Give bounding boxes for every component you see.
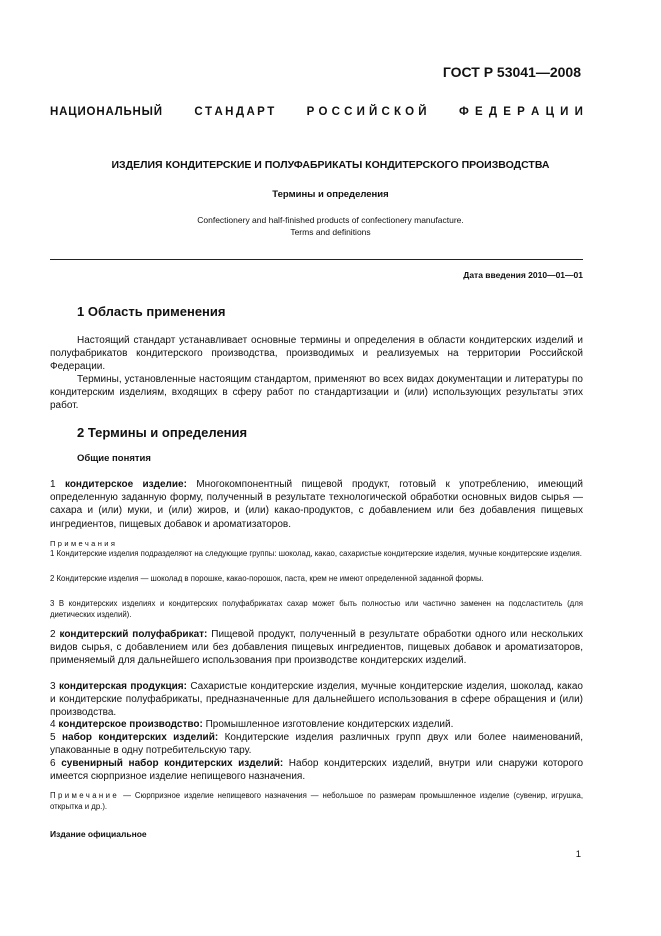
term-number: 1 (50, 479, 65, 490)
notes-label: Примечания (50, 539, 118, 548)
term-name: кондитерский полуфабрикат: (59, 629, 208, 640)
section-1-paragraph-2: Термины, установленные настоящим стандартом, применяют во всех видах документации и литературы по кондитерским изделиям, входящих в сферу работ по стандартизации и (или) использующих результаты этих работ. (50, 374, 583, 412)
national-standard-banner (50, 106, 583, 118)
document-title: ИЗДЕЛИЯ КОНДИТЕРСКИЕ И ПОЛУФАБРИКАТЫ КОНДИТЕРСКОГО ПРОИЗВОДСТВА (111, 159, 550, 171)
term-4 (50, 718, 583, 731)
term-definition: Многокомпонентный пищевой продукт, готовый к употреблению, имеющий определенную заданную форму, полученный в результате технологической обработки основных видов сырья — сахара и (или) муки, и (или) жиров, и (или) какао-продуктов, с добавлением или без добавления пищевых ингредиентов, пищевых добавок и ароматизаторов. (50, 479, 583, 530)
term-name: кондитерское производство: (58, 719, 203, 730)
page-number: 1 (575, 849, 581, 860)
term-number: 5 (50, 732, 62, 743)
term-3 (50, 680, 583, 720)
term-number: 6 (50, 758, 62, 769)
note-2: 2 Кондитерские изделия — шоколад в порошке, какао-порошок, паста, крем не имеют определенной заданной формы. (50, 574, 484, 583)
section-1-paragraph-1: Настоящий стандарт устанавливает основные термины и определения в области кондитерских изделий и полуфабрикатов кондитерского производства, производимых и реализуемых на территории Российской Федерации. (50, 335, 583, 373)
introduction-date: Дата введения 2010—01—01 (463, 270, 583, 280)
document-number: ГОСТ Р 53041—2008 (442, 64, 581, 80)
term-1 (50, 478, 583, 531)
official-edition-label: Издание официальное (50, 829, 147, 839)
term-6 (50, 757, 583, 783)
term-definition: Промышленное изготовление кондитерских изделий. (202, 719, 454, 730)
final-note-label: Примечание (50, 791, 120, 800)
banner-word-3: Р О С С И Й С К О Й (306, 106, 427, 118)
english-title-line-1: Confectionery and half-finished products of confectionery manufacture. (197, 215, 464, 225)
term-name: набор кондитерских изделий: (61, 732, 219, 743)
term-name: кондитерская продукция: (58, 681, 187, 692)
term-5 (50, 731, 583, 757)
section-1-heading: 1 Область применения (77, 304, 226, 319)
banner-word-2: С Т А Н Д А Р Т (194, 106, 275, 118)
term-name: кондитерское изделие: (64, 479, 187, 490)
final-note-text: — Сюрпризное изделие непищевого назначения — небольшое по размерам промышленное изделие (сувенир, игрушка, открытка и др.). (50, 791, 583, 812)
section-2-heading: 2 Термины и определения (77, 425, 248, 440)
term-definition: Набор кондитерских изделий, внутри или снаружи которого имеется сюрпризное изделие непищевого назначения. (50, 758, 584, 783)
note-1: 1 Кондитерские изделия подразделяют на следующие группы: шоколад, какао, сахаристые кондитерские изделия, мучные кондитерские изделия. (50, 549, 582, 558)
banner-word-4: Ф Е Д Е Р А Ц И И (458, 106, 583, 118)
term-number: 2 (50, 629, 60, 640)
document-subtitle: Термины и определения (272, 189, 389, 200)
header-divider (50, 259, 583, 260)
banner-word-1: Н А Ц И О Н А Л Ь Н Ы Й (50, 106, 162, 118)
term-definition: Кондитерские изделия различных групп двух или более наименований, упакованные в одну потребительскую тару. (50, 732, 583, 757)
term-2 (50, 628, 583, 668)
term-definition: Пищевой продукт, полученный в результате обработки одного или нескольких видов сырья, с добавлением или без добавления пищевых ингредиентов, пищевых добавок и ароматизаторов, применяемый для дальнейшего использования при производстве кондитерских изделий. (50, 629, 583, 667)
general-concepts-subheading: Общие понятия (77, 453, 151, 464)
note-3: 3 В кондитерских изделиях и кондитерских полуфабрикатах сахар может быть полностью или частично заменен на подсластитель (для диетических изделий). (50, 599, 583, 620)
term-name: сувенирный набор кондитерских изделий: (61, 758, 284, 769)
final-note (50, 790, 583, 812)
term-number: 3 (50, 681, 59, 692)
english-title-line-2: Terms and definitions (290, 227, 371, 237)
term-number: 4 (50, 719, 59, 730)
term-definition: Сахаристые кондитерские изделия, мучные кондитерские изделия, шоколад, какао и кондитерские полуфабрикаты, предназначенные для дальнейшего использования в сфере обращения и (или) производства. (50, 681, 583, 719)
